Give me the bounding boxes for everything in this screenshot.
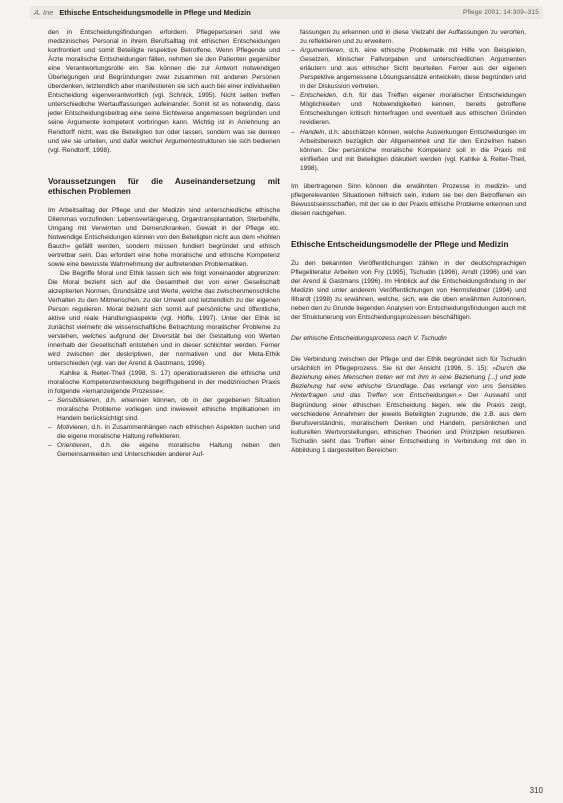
competence-list: [48, 396, 280, 459]
list-item: [48, 423, 280, 441]
list-term: Motivieren: [57, 423, 88, 431]
subsection-heading: Der ethische Entscheidungsprozess nach V. Tschudin: [291, 335, 447, 343]
paragraph-text: Der Auswahl und Begründung einer ethischen Entscheidung liegen, wie die Praxis zeigt, verschiedene Annahmen der jeweils Beteiligten zugrunde, die z.B. aus dem Berufsverständnis, moralischem Denken und Handeln, persönlichen und kulturellen Wertvorstellungen, ethischen Theorien und Prinzipien resultieren. Tschudin sieht das Treffen einer Entscheidung in Verbindung mit den in Abbildung 1 dargestellten Bereichen:: [291, 392, 526, 454]
running-header: [30, 6, 543, 19]
paragraph: Zu den bekannten Veröffentlichungen zählen in der deutschsprachigen Pflegeliteratur Arbeiten von Fry (1995), Tschudin (1996), Arndt (1996) und van der Arend & Gastmans (1996). Im Hinblick auf die Entscheidungsfindung in der Medizin sind unter anderem Veröffentlichungen von Hermsfeldner (1994) und Illhardt (1998) zu erwähnen, welche, sich, wie die oben erwähnten Autorinnen, neben den zu Grunde liegenden Analysen von Entscheidungsfindungen auch mit der Strukturierung von Entscheidungsprozessen beschäftigen.: [291, 259, 526, 322]
list-term: Sensibilisieren: [57, 396, 100, 404]
list-text: , d.h. eine ethische Problematik mit Hilfe von Beispielen, Gesetzen, klinischer Fallvorgaben und unterschiedlichen Argumenten erläutern und aus ethischer Sicht beurteilen. Ferner aus der eigenen Perspektive angemessene Lösungsansätze entwickeln, diese begründen und in der Diskussion vertreten.: [300, 47, 526, 91]
list-text: , d.h. erkennen können, ob in der gegebenen Situation moralische Probleme vorliegen und inwieweit ethische Implikationen im Handeln berücksichtigt sind.: [57, 396, 280, 422]
paragraph: den in Entscheidungsfindungen erfordern. Pflegepersonen sind wie medizinisches Personal in ihrem Berufsalltag mit ethischen Entscheidungen konfrontiert und somit Beteiligte respektive Betroffene. Wenn Pflegende und Ärzte moralische Entscheidungen fällen, nehmen sie den Patienten gegenüber eine Verantwortungsrolle ein. Sie können die zur Antwort notwendigen Überlegungen und Begründungen zwar zusammen mit anderen Personen überdenken, letztendlich aber manifestieren sie sich auch bei einer individuellen Entscheidung eigenverantwortlich (vgl. Schnick, 1995). Nicht selten treffen unterschiedliche Wertauffassungen aufeinander. Somit ist es notwendig, dass jeder Entscheidungsbeitrag eine seine Sichtweise angemessen begründen und seine Argumente kompetent vorbringen kann. Wichtig ist in Anlehnung an Rendtorff nicht, was die Beteiligten tun oder lassen, sondern was sie denken und wie sie urteilen, und dafür welcher Argumentestrukturen sie sich bedienen (vgl. Rendtorff, 1998).: [48, 29, 280, 154]
paragraph: Im Arbeitsalltag der Pflege und der Medizin sind unterschiedliche ethische Dilemmas vorzufinden: Lebensverlängerung, Organtransplantation, Sterbehilfe, Umgang mit Verwirrten und Demenzkranken, Gewalt in der Pflege etc. Notwendige Entscheidungen können von den Beteiligten nicht aus dem »hohlen Bauch« gefällt werden, sondern müssen fundiert begründet und ethisch vertretbar sein. Das erfordert eine hohe moralische und ethische Kompetenz sowie eine bewusste Wahrnehmung der auftretenden Problematiken.: [48, 206, 280, 268]
right-column: [291, 28, 526, 455]
paragraph: fassungen zu erkennen und in diese Vielzahl der Auffassungen zu verorten, zu reflektieren und zu erweitern.: [300, 29, 526, 46]
paragraph: Im übertragenen Sinn können die erwähnten Prozesse in medizin- und pflegerelevanten Situationen hilfreich sein, indem sie bei den Betroffenen ein Bewusstseinsschaffen, mit der sie in der Praxis ethische Probleme erkennen und diesen nachgehen.: [291, 182, 526, 217]
list-term: Entscheiden: [300, 92, 337, 100]
section-heading: Ethische Entscheidungsmodelle der Pflege und Medizin: [291, 239, 509, 249]
header-title: Ethische Entscheidungsmodelle in Pflege und Medizin: [59, 8, 251, 17]
paragraph: [291, 355, 526, 455]
dash-bullet: –: [48, 396, 52, 404]
dash-bullet: –: [48, 423, 52, 431]
list-term: Orientieren: [57, 441, 90, 449]
dash-bullet: –: [48, 441, 52, 449]
list-text: , d.h. für das Treffen eigener moralischer Entscheidungen Möglichkeiten und Notwendigkeiten kennen, bereits getroffene Entscheidungen kritisch hinterfragen und eventuell aus ethischen Gründen revidieren.: [300, 92, 526, 127]
header-left: [34, 6, 251, 19]
list-item: [291, 128, 526, 173]
header-journal: Pflege 2001; 14:309–315: [462, 9, 539, 16]
list-item: [48, 441, 280, 459]
dash-bullet: –: [291, 92, 295, 100]
list-item: [291, 46, 526, 91]
header-author: A. Ine: [34, 8, 54, 17]
list-term: Handeln: [300, 128, 325, 136]
paragraph: Kahlke & Reiter-Theil (1998, S. 17) operationalisieren die ethische und moralische Kompetenzentwicklung begriffsgebend in der medizinischen Praxis in folgende »lernanzeigende Prozesse«:: [48, 369, 280, 395]
list-item: [291, 91, 526, 127]
list-item: [48, 396, 280, 423]
list-text: , d.h. die eigene moralische Haltung neben den Gemeinsamkeiten und Unterschieden anderer Auf-: [57, 441, 280, 458]
list-text: , d.h. in Zusammenhängen nach ethischen Aspekten suchen und die eigene moralische Haltung reflektieren.: [57, 423, 280, 440]
dash-bullet: –: [291, 47, 295, 55]
competence-list-continued: [291, 46, 526, 173]
quote: »Durch die Beziehung eines Menschen treten wir mit ihm in eine Beziehung [...] und jede Beziehung hat eine ethische Grundlage. Das verlangt von uns Sensibles Hinterfragen und das Treffen von Entscheidungen.«: [291, 365, 526, 400]
left-column: [48, 28, 280, 459]
page-number: 310: [529, 786, 543, 795]
dash-bullet: –: [291, 128, 295, 136]
list-term: Argumentieren: [300, 47, 343, 55]
paragraph: Die Begriffe Moral und Ethik lassen sich wie folgt voneinander abgrenzen: Die Moral bezieht sich auf die Gesamtheit der von einer Gesellschaft akzeptierten Normen, Grundsätze und Werte, welche das zwischenmenschliche Verhalten zu den Mitmenschen, zu der Umwelt und letztendlich zu der eigenen Person regulieren. Moral bezieht sich somit auf persönliche und öffentliche, aktive und reale Handlungsaspekte (vgl. Höffe, 1997). Unter der Ethik ist zunächst vielmehr die wissenschaftliche Betrachtung moralischer Probleme zu verstehen, welches aufgrund der Diversität bei der Gestaltung von Werten innerhalb der Gesellschaft entstehen und in dieser schlichter werden. Ferner wird zwischen der deskriptiven, der normativen und der Meta-Ethik unterschieden (vgl. van der Arend & Gastmans, 1996).: [48, 269, 280, 368]
section-heading: Voraussetzungen für die Auseinandersetzung mit ethischen Problemen: [48, 176, 280, 196]
list-text: , d.h. abschätzen können, welche Auswirkungen Entscheidungen im Arbeitsbereich bezüglich der Allgemeinheit und für den Einzelnen haben können. Die persönliche moralische Kompetenz soll in die Praxis mit einfließen und mit Beteiligten diskutiert werden (vgl. Kahlke & Reiter-Theil, 1998).: [300, 128, 526, 172]
paragraph-text: Die Verbindung zwischen der Pflege und der Ethik begründet sich für Tschudin ursächlich im Pflegeprozess. Sie ist der Ansicht (1996, S. 15):: [291, 356, 526, 373]
